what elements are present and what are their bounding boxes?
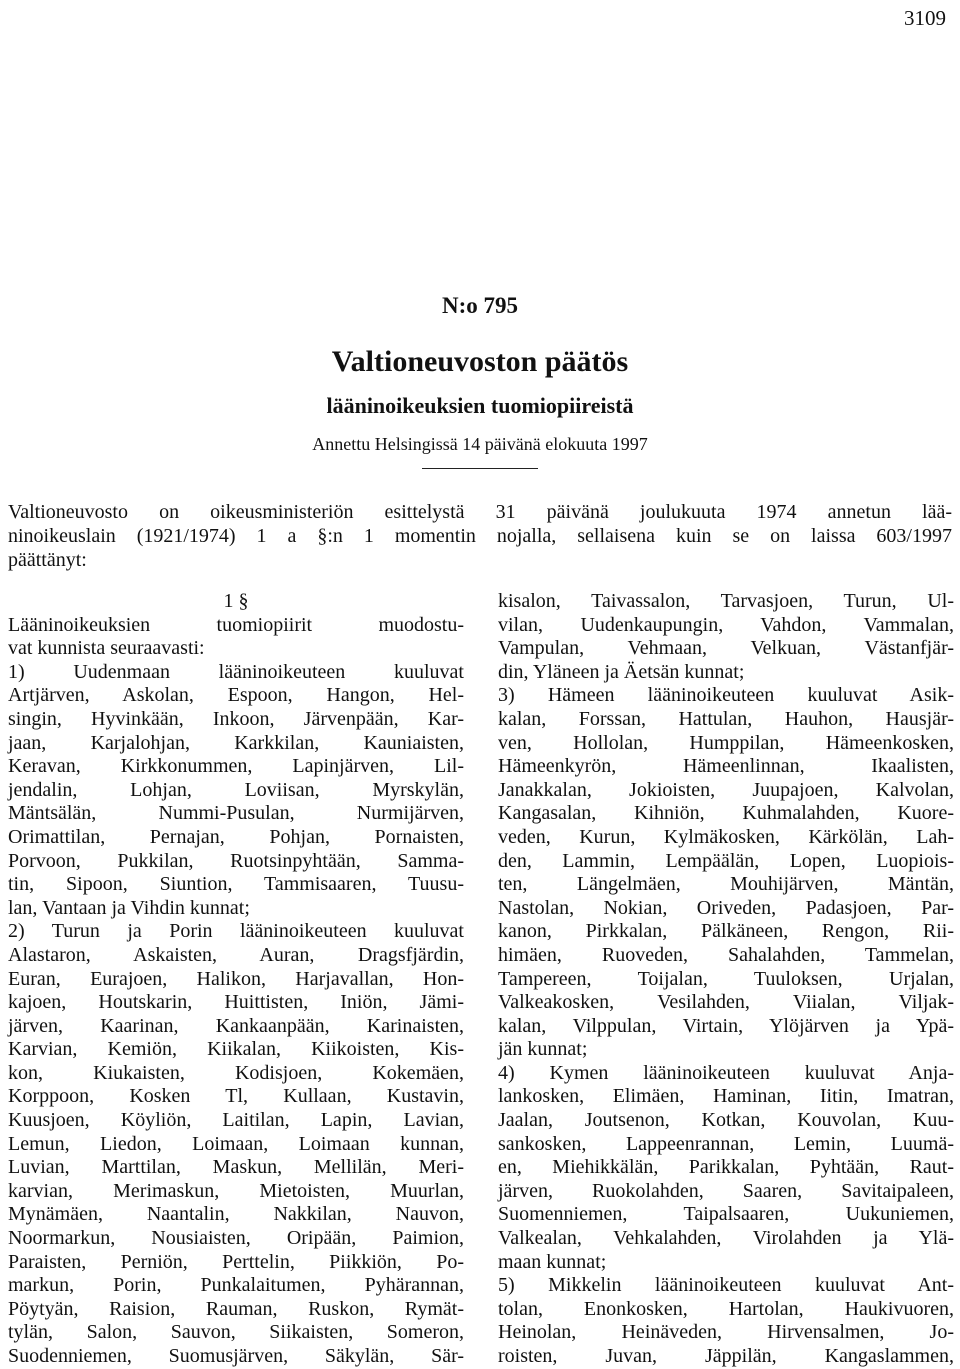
- text-line: tolan, Enonkosken, Hartolan, Haukivuoren,: [498, 1297, 954, 1320]
- text-line: Hämeenkyrön, Hämeenlinnan, Ikaalisten,: [498, 755, 954, 778]
- header-divider: [422, 468, 538, 469]
- left-column: [8, 590, 464, 1369]
- text-line: ven, Hollolan, Humppilan, Hämeenkosken,: [498, 731, 954, 754]
- text-line: järven, Kaarinan, Kankaanpään, Karinaisten,: [8, 1014, 464, 1037]
- text-line: Pöytyän, Raision, Rauman, Ruskon, Rymät-: [8, 1297, 464, 1320]
- text-line: kon, Kiukaisten, Kodisjoen, Kokemäen,: [8, 1061, 464, 1084]
- text-line: ten, Längelmäen, Mouhijärven, Mäntän,: [498, 873, 954, 896]
- text-line: veden, Kurun, Kylmäkosken, Kärkölän, Lah-: [498, 825, 954, 848]
- text-line: Orimattilan, Pernajan, Pohjan, Pornaisten,: [8, 825, 464, 848]
- text-line: Kangasalan, Kihniön, Kuhmalahden, Kuore-: [498, 802, 954, 825]
- text-line: Vampulan, Vehmaan, Velkuan, Västanfjär-: [498, 637, 954, 660]
- text-line: Lääninoikeuksien tuomiopiirit muodostu-: [8, 613, 464, 636]
- issue-date-line: Annettu Helsingissä 14 päivänä elokuuta 1997: [312, 434, 648, 454]
- text-line: Karvian, Kemiön, Kiikalan, Kiikoisten, Kis-: [8, 1038, 464, 1061]
- text-line: Korppoon, Kosken Tl, Kullaan, Kustavin,: [8, 1085, 464, 1108]
- text-line: maan kunnat;: [498, 1250, 607, 1273]
- text-line: Alastaron, Askaisten, Auran, Dragsfjärdin,: [8, 943, 464, 966]
- document-subtitle: lääninoikeuksien tuomiopiireistä: [326, 393, 634, 418]
- right-column: [498, 590, 954, 1369]
- text-line: Valkeakosken, Vesilahden, Viialan, Viljak-: [498, 991, 954, 1014]
- text-line: Jaalan, Joutsenon, Kotkan, Kouvolan, Kuu-: [498, 1109, 954, 1132]
- text-line: Porvoon, Pukkilan, Ruotsinpyhtään, Samma-: [8, 849, 464, 872]
- text-line: Valkealan, Vehkalahden, Virolahden ja Ylä-: [498, 1227, 954, 1250]
- text-line: Heinolan, Heinäveden, Hirvensalmen, Jo-: [498, 1321, 954, 1344]
- text-line: kajoen, Houtskarin, Huittisten, Iniön, Jämi-: [8, 991, 464, 1014]
- text-line: kalan, Forssan, Hattulan, Hauhon, Hausjär-: [498, 707, 954, 730]
- text-line: Suodenniemen, Suomusjärven, Säkylän, Sär-: [8, 1345, 464, 1367]
- text-line: vat kunnista seuraavasti:: [8, 637, 205, 660]
- text-line: järven, Ruokolahden, Saaren, Savitaipaleen,: [498, 1179, 954, 1202]
- text-line: Mäntsälän, Nummi-Pusulan, Nurmijärven,: [8, 802, 464, 825]
- text-line: roisten, Juvan, Jäppilän, Kangaslammen,: [498, 1345, 954, 1367]
- text-line: Paraisten, Perniön, Perttelin, Piikkiön, Po-: [8, 1250, 464, 1273]
- text-line: jän kunnat;: [498, 1038, 588, 1061]
- section-heading: 1 §: [223, 590, 249, 612]
- text-line: Suomenniemen, Taipalsaaren, Uukuniemen,: [498, 1203, 954, 1226]
- text-line: lankosken, Elimäen, Haminan, Iitin, Imatran,: [498, 1085, 954, 1108]
- preamble-paragraph: [8, 500, 952, 572]
- text-line: singin, Hyvinkään, Inkoon, Järvenpään, Kar-: [8, 707, 464, 730]
- text-line: Noormarkun, Nousiaisten, Oripään, Paimion,: [8, 1227, 464, 1250]
- text-line: sankosken, Lappeenrannan, Lemin, Luumä-: [498, 1132, 954, 1155]
- text-line: tin, Sipoon, Siuntion, Tammisaaren, Tuusu-: [8, 873, 464, 896]
- text-line: 2) Turun ja Porin lääninoikeuteen kuuluvat: [8, 920, 464, 943]
- text-line: 1) Uudenmaan lääninoikeuteen kuuluvat: [8, 660, 464, 683]
- document-title: Valtioneuvoston päätös: [331, 345, 629, 378]
- text-line: kalan, Vilppulan, Virtain, Ylöjärven ja Ypä-: [498, 1014, 954, 1037]
- text-line: kisalon, Taivassalon, Tarvasjoen, Turun, Ul-: [498, 590, 954, 612]
- text-line: Janakkalan, Jokioisten, Juupajoen, Kalvolan,: [498, 778, 954, 801]
- text-line: vilan, Uudenkaupungin, Vahdon, Vammalan,: [498, 613, 954, 636]
- text-line: jaan, Karjalohjan, Karkkilan, Kauniaisten,: [8, 731, 464, 754]
- text-line: jendalin, Lohjan, Loviisan, Myrskylän,: [8, 778, 464, 801]
- preamble-line: ninoikeuslain (1921/1974) 1 a §:n 1 momentin nojalla, sellaisena kuin se on laissa 603/1997: [8, 525, 952, 547]
- text-line: en, Miehikkälän, Parikkalan, Pyhtään, Raut-: [498, 1156, 954, 1179]
- text-line: Keravan, Kirkkonummen, Lapinjärven, Lil-: [8, 755, 464, 778]
- text-line: Lemun, Liedon, Loimaan, Loimaan kunnan,: [8, 1132, 464, 1155]
- page-number: 3109: [904, 6, 946, 30]
- text-line: den, Lammin, Lempäälän, Lopen, Luopiois-: [498, 849, 954, 872]
- text-line: kanon, Pirkkalan, Pälkäneen, Rengon, Rii-: [498, 920, 954, 943]
- text-line: tylän, Salon, Sauvon, Siikaisten, Someron,: [8, 1321, 464, 1344]
- preamble-line: Valtioneuvosto on oikeusministeriön esittelystä 31 päivänä joulukuuta 1974 annetun lää-: [8, 501, 952, 523]
- text-line: Nastolan, Nokian, Oriveden, Padasjoen, Par-: [498, 896, 954, 919]
- text-line: markun, Porin, Punkalaitumen, Pyhärannan,: [8, 1274, 464, 1297]
- text-line: Kuusjoen, Köyliön, Laitilan, Lapin, Lavian,: [8, 1109, 464, 1132]
- text-line: Euran, Eurajoen, Halikon, Harjavallan, Hon-: [8, 967, 464, 990]
- text-line: Tampereen, Toijalan, Tuuloksen, Urjalan,: [498, 967, 954, 990]
- text-line: Mynämäen, Naantalin, Nakkilan, Nauvon,: [8, 1203, 464, 1226]
- text-line: din, Yläneen ja Äetsän kunnat;: [498, 660, 745, 683]
- text-line: 4) Kymen lääninoikeuteen kuuluvat Anja-: [498, 1061, 954, 1084]
- text-line: himäen, Ruoveden, Sahalahden, Tammelan,: [498, 943, 954, 966]
- document-number: N:o 795: [441, 293, 519, 318]
- text-line: karvian, Merimaskun, Mietoisten, Muurlan,: [8, 1179, 464, 1202]
- text-line: Luvian, Marttilan, Maskun, Mellilän, Meri-: [8, 1156, 464, 1179]
- text-line: lan, Vantaan ja Vihdin kunnat;: [8, 896, 250, 919]
- text-line: 5) Mikkelin lääninoikeuteen kuuluvat Ant-: [498, 1274, 954, 1297]
- text-line: 3) Hämeen lääninoikeuteen kuuluvat Asik-: [498, 684, 954, 707]
- preamble-line: päättänyt:: [8, 549, 87, 571]
- text-line: Artjärven, Askolan, Espoon, Hangon, Hel-: [8, 684, 464, 707]
